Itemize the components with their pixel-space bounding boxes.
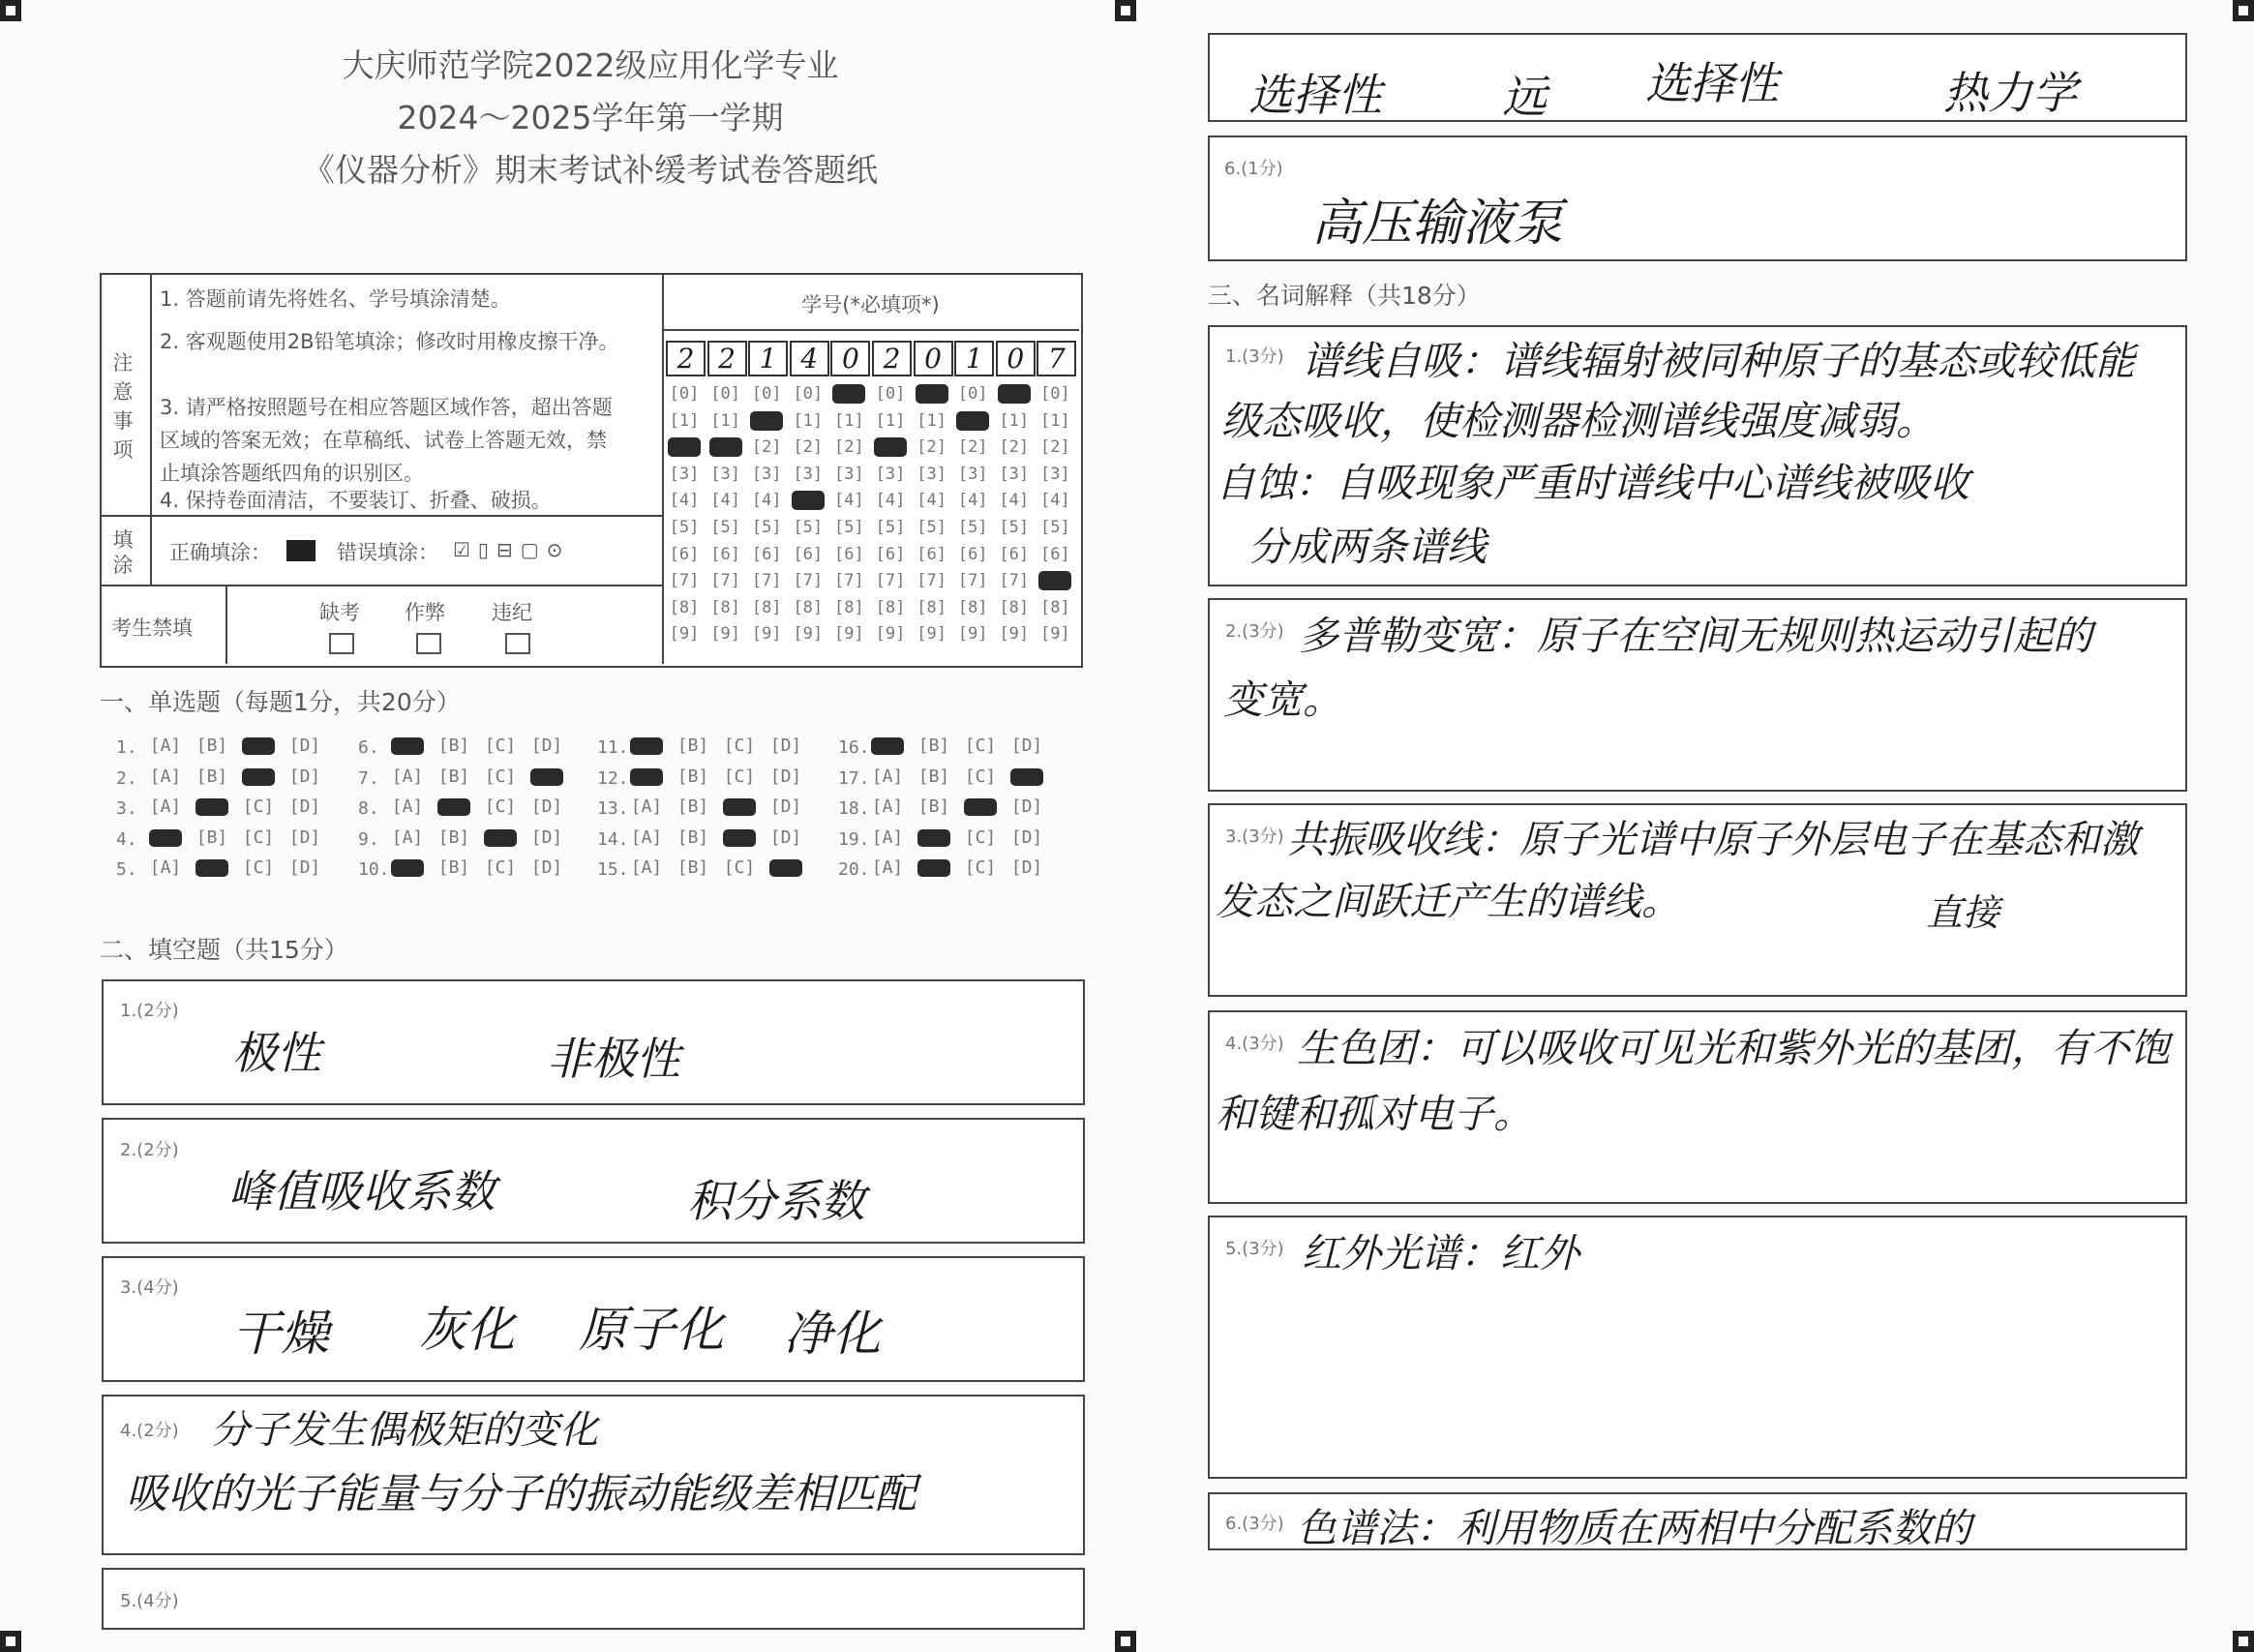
student-id-bubble[interactable]: [7] — [834, 571, 864, 591]
student-id-bubble[interactable]: [0] — [669, 384, 700, 404]
mcq-option-bubble[interactable]: [D] — [1010, 736, 1043, 756]
mcq-option-bubble[interactable] — [530, 768, 563, 786]
fill-q2-answer-2: 积分系数 — [687, 1175, 865, 1227]
student-id-bubble[interactable]: [8] — [793, 597, 824, 617]
absent-checkbox[interactable] — [329, 633, 354, 654]
header-line3: 《仪器分析》期末考试补缓考试卷答题纸 — [303, 151, 878, 189]
student-id-bubble[interactable] — [1038, 571, 1071, 590]
mcq-question-number: 5. — [116, 859, 137, 880]
mcq-question-number: 13. — [597, 798, 629, 819]
mcq-question-number: 7. — [358, 767, 379, 789]
student-id-bubble[interactable]: [8] — [669, 597, 700, 617]
student-id-bubble[interactable]: [4] — [751, 491, 782, 511]
student-id-bubble[interactable]: [7] — [793, 571, 824, 591]
mcq-option-bubble[interactable] — [630, 768, 663, 786]
right-q6-label: 6.(1分) — [1224, 159, 1283, 179]
student-id-bubble[interactable]: [6] — [1040, 544, 1070, 564]
fill-label: 填涂 — [112, 528, 134, 577]
student-id-bubble[interactable]: [1] — [834, 410, 864, 431]
mcq-option-bubble[interactable] — [723, 798, 756, 816]
student-id-bubble[interactable]: [6] — [917, 544, 947, 564]
student-id-bubble[interactable]: [6] — [751, 544, 782, 564]
student-id-bubble[interactable]: [8] — [875, 597, 906, 617]
mcq-option-bubble[interactable]: [A] — [871, 796, 904, 817]
student-id-bubble[interactable]: [4] — [957, 491, 988, 511]
student-id-bubble[interactable]: [9] — [875, 624, 906, 645]
forbid-cheat-label: 作弊 — [405, 601, 445, 624]
mcq-option-bubble[interactable]: [C] — [964, 736, 997, 756]
mcq-option-bubble[interactable]: [D] — [288, 736, 321, 756]
student-id-bubble[interactable]: [2] — [751, 437, 782, 458]
student-id-bubble[interactable]: [5] — [710, 518, 740, 537]
mcq-option-bubble[interactable]: [C] — [484, 796, 517, 817]
header-line1: 大庆师范学院2022级应用化学专业 — [342, 46, 839, 84]
student-id-bubble[interactable]: [7] — [669, 571, 700, 591]
mcq-option-bubble[interactable]: [D] — [769, 766, 802, 787]
mcq-option-bubble[interactable] — [964, 798, 997, 816]
student-id-digit: 1 — [748, 341, 788, 376]
mcq-option-bubble[interactable]: [A] — [149, 857, 182, 878]
mcq-option-bubble[interactable] — [242, 768, 275, 786]
mcq-question-number: 6. — [358, 737, 379, 758]
student-id-bubble[interactable] — [709, 437, 742, 457]
student-id-bubble[interactable]: [3] — [751, 464, 782, 484]
mcq-option-bubble[interactable]: [C] — [242, 857, 275, 878]
student-id-bubble[interactable]: [3] — [834, 464, 864, 484]
notice-item-1: 1. 答题前请先将姓名、学号填涂清楚。 — [160, 287, 511, 311]
fill-q1-answer-1: 极性 — [232, 1027, 321, 1079]
fill-q2-label: 2.(2分) — [120, 1140, 179, 1160]
mcq-option-bubble[interactable]: [D] — [769, 796, 802, 817]
student-id-bubble[interactable] — [668, 437, 701, 457]
mcq-option-bubble[interactable]: [A] — [149, 796, 182, 817]
mcq-option-bubble[interactable]: [A] — [630, 857, 663, 878]
mcq-question-number: 16. — [838, 737, 870, 758]
student-id-bubble[interactable]: [5] — [875, 518, 906, 537]
term-q1-line-1: 谱线自吸：谱线辐射被同种原子的基态或较低能 — [1302, 338, 2135, 384]
cheat-checkbox[interactable] — [416, 633, 441, 654]
student-id-bubble[interactable]: [3] — [999, 464, 1030, 484]
term-q6-line-1: 色谱法：利用物质在两相中分配系数的 — [1297, 1505, 1971, 1551]
student-id-bubble[interactable]: [4] — [669, 491, 700, 511]
mcq-option-bubble[interactable]: [A] — [871, 857, 904, 878]
student-id-bubble[interactable] — [916, 384, 948, 404]
section2-title: 二、填空题（共15分） — [100, 936, 348, 964]
term-q5-label: 5.(3分) — [1225, 1239, 1284, 1259]
term-q5-line-1: 红外光谱：红外 — [1302, 1230, 1579, 1277]
student-id-bubble[interactable]: [3] — [875, 464, 906, 484]
student-id-bubble[interactable]: [0] — [710, 384, 740, 404]
student-id-bubble[interactable]: [4] — [834, 491, 864, 511]
term-q1-label: 1.(3分) — [1225, 346, 1284, 367]
mcq-question-number: 9. — [358, 828, 379, 850]
student-id-bubble[interactable]: [8] — [1040, 597, 1070, 617]
term-q2-label: 2.(3分) — [1225, 621, 1284, 642]
mcq-option-bubble[interactable] — [195, 859, 228, 877]
mcq-option-bubble[interactable]: [D] — [530, 796, 563, 817]
student-id-bubble[interactable]: [9] — [751, 624, 782, 645]
student-id-bubble[interactable]: [6] — [875, 544, 906, 564]
student-id-bubble[interactable]: [9] — [793, 624, 824, 645]
student-id-bubble[interactable]: [9] — [834, 624, 864, 645]
mcq-question-number: 14. — [597, 828, 629, 850]
student-id-bubble[interactable]: [0] — [957, 384, 988, 404]
mcq-question-number: 20. — [838, 859, 870, 880]
mcq-option-bubble[interactable]: [D] — [288, 766, 321, 787]
mcq-option-bubble[interactable]: [B] — [195, 826, 228, 848]
student-id-bubble[interactable]: [1] — [1040, 410, 1070, 431]
mcq-option-bubble[interactable] — [769, 859, 802, 877]
student-id-bubble[interactable]: [6] — [793, 544, 824, 564]
student-id-bubble[interactable]: [4] — [1040, 491, 1070, 511]
registration-mark — [1115, 0, 1136, 21]
mcq-option-bubble[interactable] — [391, 859, 424, 877]
student-id-bubble[interactable]: [8] — [834, 597, 864, 617]
registration-mark — [0, 1631, 21, 1652]
student-id-bubble[interactable] — [998, 384, 1031, 404]
term-q6-label: 6.(3分) — [1225, 1514, 1284, 1534]
mcq-option-bubble[interactable]: [C] — [964, 826, 997, 848]
student-id-digit: 1 — [954, 341, 994, 376]
mcq-option-bubble[interactable]: [B] — [676, 766, 709, 787]
student-id-bubble[interactable]: [4] — [710, 491, 740, 511]
student-id-digit: 0 — [996, 341, 1036, 376]
mcq-option-bubble[interactable]: [D] — [769, 826, 802, 848]
student-id-bubble[interactable]: [5] — [793, 518, 824, 537]
student-id-bubble[interactable]: [3] — [793, 464, 824, 484]
mcq-option-bubble[interactable]: [C] — [242, 826, 275, 848]
mcq-option-bubble[interactable]: [D] — [288, 826, 321, 848]
term-q2-line-1: 多普勒变宽：原子在空间无规则热运动引起的 — [1299, 613, 2092, 659]
term-q1-line-3: 自蚀：自吸现象严重时谱线中心谱线被吸收 — [1216, 460, 1969, 506]
mcq-option-bubble[interactable]: [B] — [195, 736, 228, 756]
mcq-option-bubble[interactable]: [C] — [723, 857, 756, 878]
mcq-option-bubble[interactable]: [B] — [917, 766, 950, 787]
mcq-question-number: 3. — [116, 798, 137, 819]
term-q1-line-2: 级态吸收，使检测器检测谱线强度减弱。 — [1221, 398, 1936, 444]
student-id-bubble[interactable]: [0] — [751, 384, 782, 404]
student-id-bubble[interactable]: [4] — [917, 491, 947, 511]
student-id-bubble[interactable]: [6] — [999, 544, 1030, 564]
mcq-option-bubble[interactable]: [A] — [630, 796, 663, 817]
fill-q1-label: 1.(2分) — [120, 1001, 179, 1021]
student-id-bubble[interactable]: [7] — [957, 571, 988, 591]
student-id-bubble[interactable]: [0] — [875, 384, 906, 404]
student-id-bubble[interactable]: [1] — [793, 410, 824, 431]
student-id-bubble[interactable]: [5] — [917, 518, 947, 537]
student-id-bubble[interactable]: [6] — [669, 544, 700, 564]
mcq-option-bubble[interactable]: [B] — [676, 796, 709, 817]
mcq-option-bubble[interactable]: [A] — [391, 796, 424, 817]
student-id-bubble[interactable] — [956, 411, 989, 431]
student-id-bubble[interactable]: [2] — [834, 437, 864, 458]
term-q4-line-1: 生色团：可以吸收可见光和紫外光的基团，有不饱 — [1297, 1025, 2170, 1071]
right-top-answer-2: 远 — [1502, 71, 1547, 123]
fill-q2-answer-1: 峰值吸收系数 — [228, 1165, 496, 1217]
fill-q3-answer-4: 净化 — [784, 1306, 881, 1362]
student-id-bubble[interactable]: [3] — [710, 464, 740, 484]
student-id-digit: 4 — [790, 341, 829, 376]
mcq-option-bubble[interactable] — [917, 859, 950, 877]
mcq-option-bubble[interactable]: [D] — [769, 736, 802, 756]
student-id-bubble[interactable]: [9] — [710, 624, 740, 645]
term-q3-note: 直接 — [1926, 891, 2000, 934]
mcq-question-number: 17. — [838, 767, 870, 789]
mcq-question-number: 11. — [597, 737, 629, 758]
student-id-bubble[interactable]: [8] — [999, 597, 1030, 617]
mcq-option-bubble[interactable]: [D] — [288, 796, 321, 817]
fill-q5-box[interactable] — [102, 1568, 1085, 1630]
student-id-bubble[interactable]: [1] — [917, 410, 947, 431]
student-id-bubble[interactable]: [8] — [957, 597, 988, 617]
right-q6-answer: 高压输液泵 — [1311, 195, 1564, 253]
notice-item-4: 4. 保持卷面清洁，不要装订、折叠、破损。 — [160, 489, 552, 512]
student-id-digit: 0 — [830, 341, 870, 376]
header-line2: 2024～2025学年第一学期 — [397, 99, 784, 136]
mcq-option-bubble[interactable] — [630, 737, 663, 755]
mcq-option-bubble[interactable]: [C] — [484, 857, 517, 878]
student-id-bubble[interactable]: [2] — [793, 437, 824, 458]
term-q3-label: 3.(3分) — [1225, 826, 1284, 847]
mcq-option-bubble[interactable]: [A] — [630, 826, 663, 848]
mcq-option-bubble[interactable]: [D] — [1010, 826, 1043, 848]
student-id-bubble[interactable]: [4] — [875, 491, 906, 511]
mcq-option-bubble[interactable]: [B] — [676, 736, 709, 756]
term-q3-line-1: 共振吸收线：原子光谱中原子外层电子在基态和激 — [1287, 818, 2139, 862]
mcq-option-bubble[interactable]: [C] — [964, 857, 997, 878]
mcq-option-bubble[interactable]: [B] — [676, 826, 709, 848]
student-id-bubble[interactable] — [832, 384, 865, 404]
term-q4-label: 4.(3分) — [1225, 1034, 1284, 1054]
fill-q3-answer-3: 原子化 — [579, 1302, 724, 1358]
student-id-bubble[interactable]: [5] — [999, 518, 1030, 537]
mcq-option-bubble[interactable] — [871, 737, 904, 755]
student-id-bubble[interactable]: [7] — [751, 571, 782, 591]
student-id-bubble[interactable]: [7] — [999, 571, 1030, 591]
mcq-option-bubble[interactable]: [B] — [437, 857, 470, 878]
forbid-violate-label: 违纪 — [492, 601, 532, 624]
student-id-bubble[interactable]: [1] — [669, 410, 700, 431]
student-id-bubble[interactable]: [9] — [669, 624, 700, 645]
mcq-option-bubble[interactable]: [C] — [484, 766, 517, 787]
student-id-bubble[interactable]: [9] — [999, 624, 1030, 645]
mcq-option-bubble[interactable]: [D] — [1010, 796, 1043, 817]
student-id-bubble[interactable]: [2] — [917, 437, 947, 458]
student-id-bubble[interactable] — [792, 491, 825, 510]
mcq-question-number: 10. — [358, 859, 390, 880]
fill-q4-label: 4.(2分) — [120, 1421, 179, 1441]
student-id-bubble[interactable]: [1] — [710, 410, 740, 431]
fill-q1-answer-2: 非极性 — [547, 1033, 680, 1085]
student-id-bubble[interactable]: [3] — [917, 464, 947, 484]
mcq-option-bubble[interactable] — [917, 829, 950, 847]
mcq-option-bubble[interactable]: [A] — [391, 826, 424, 848]
mcq-question-number: 19. — [838, 828, 870, 850]
student-id-bubble[interactable]: [5] — [957, 518, 988, 537]
notice-item-3: 3. 请严格按照题号在相应答题区域作答，超出答题区域的答案无效；在草稿纸、试卷上答题无效，禁止填涂答题纸四角的识别区。 — [160, 396, 613, 485]
mcq-question-number: 2. — [116, 767, 137, 789]
student-id-bubble[interactable]: [3] — [1040, 464, 1070, 484]
student-id-bubble[interactable] — [874, 437, 907, 457]
mcq-option-bubble[interactable]: [B] — [917, 796, 950, 817]
student-id-bubble[interactable] — [750, 411, 783, 431]
right-top-answer-1: 选择性 — [1248, 69, 1382, 121]
student-id-bubble[interactable]: [6] — [710, 544, 740, 564]
student-id-digit: 2 — [666, 341, 706, 376]
mcq-option-bubble[interactable] — [437, 798, 470, 816]
term-q1-line-4: 分成两条谱线 — [1248, 524, 1487, 570]
student-id-digit: 2 — [707, 341, 747, 376]
mcq-question-number: 4. — [116, 828, 137, 850]
student-id-bubble[interactable]: [7] — [917, 571, 947, 591]
student-id-bubble[interactable]: [4] — [999, 491, 1030, 511]
student-id-bubble[interactable]: [1] — [875, 410, 906, 431]
mcq-option-bubble[interactable]: [B] — [437, 736, 470, 756]
mcq-option-bubble[interactable]: [B] — [917, 736, 950, 756]
student-id-bubble[interactable]: [8] — [710, 597, 740, 617]
student-id-digit: 0 — [914, 341, 953, 376]
mcq-option-bubble[interactable]: [C] — [484, 736, 517, 756]
notice-item-2: 2. 客观题使用2B铅笔填涂；修改时用橡皮擦干净。 — [160, 330, 619, 353]
forbid-label: 考生禁填 — [111, 616, 193, 640]
mcq-option-bubble[interactable]: [A] — [871, 766, 904, 787]
term-q3-line-2: 发态之间跃迁产生的谱线。 — [1216, 880, 1680, 924]
student-id-bubble[interactable]: [5] — [669, 518, 700, 537]
term-q4-line-2: 和键和孤对电子。 — [1216, 1091, 1533, 1137]
student-id-bubble[interactable]: [9] — [917, 624, 947, 645]
fill-q3-answer-2: 灰化 — [418, 1302, 515, 1358]
fill-q4-answer-2: 吸收的光子能量与分子的振动能级差相匹配 — [126, 1470, 917, 1518]
student-id-title: 学号(*必填项*) — [801, 293, 940, 316]
mcq-option-bubble[interactable]: [D] — [530, 736, 563, 756]
student-id-bubble[interactable]: [3] — [669, 464, 700, 484]
mcq-option-bubble[interactable] — [723, 829, 756, 847]
mcq-question-number: 15. — [597, 859, 629, 880]
mcq-option-bubble[interactable]: [A] — [391, 766, 424, 787]
registration-mark — [2233, 0, 2254, 21]
student-id-bubble[interactable]: [7] — [875, 571, 906, 591]
mcq-option-bubble[interactable]: [D] — [288, 857, 321, 878]
student-id-bubble[interactable]: [5] — [1040, 518, 1070, 537]
mcq-question-number: 1. — [116, 737, 137, 758]
fill-q3-answer-1: 干燥 — [232, 1306, 329, 1362]
student-id-bubble[interactable]: [1] — [999, 410, 1030, 431]
student-id-digit: 7 — [1037, 341, 1076, 376]
mcq-option-bubble[interactable] — [484, 829, 517, 847]
right-top-answer-4: 热力学 — [1943, 67, 2077, 119]
mcq-option-bubble[interactable]: [D] — [530, 857, 563, 878]
student-id-bubble[interactable]: [6] — [834, 544, 864, 564]
student-id-bubble[interactable]: [2] — [957, 437, 988, 458]
student-id-bubble[interactable]: [2] — [1040, 437, 1070, 458]
student-id-bubble[interactable]: [5] — [751, 518, 782, 537]
registration-mark — [0, 0, 21, 21]
fill-q4-answer-1: 分子发生偶极矩的变化 — [211, 1408, 598, 1453]
mcq-option-bubble[interactable]: [A] — [149, 766, 182, 787]
mcq-option-bubble[interactable]: [B] — [437, 826, 470, 848]
mcq-option-bubble[interactable]: [D] — [1010, 857, 1043, 878]
student-id-bubble[interactable]: [3] — [957, 464, 988, 484]
student-id-bubble[interactable]: [5] — [834, 518, 864, 537]
student-id-bubble[interactable]: [8] — [751, 597, 782, 617]
registration-mark — [1115, 1631, 1136, 1652]
student-id-digit: 2 — [872, 341, 912, 376]
forbid-absent-label: 缺考 — [319, 601, 360, 624]
mcq-option-bubble[interactable] — [149, 829, 182, 847]
mcq-question-number: 8. — [358, 798, 379, 819]
fill-q3-label: 3.(4分) — [120, 1277, 179, 1298]
violate-checkbox[interactable] — [505, 633, 530, 654]
student-id-bubble[interactable]: [0] — [793, 384, 824, 404]
registration-mark — [2233, 1631, 2254, 1652]
mcq-question-number: 18. — [838, 798, 870, 819]
mcq-option-bubble[interactable]: [C] — [723, 736, 756, 756]
notice-side-label: 注意事项 — [112, 351, 134, 462]
mcq-option-bubble[interactable]: [A] — [871, 826, 904, 848]
student-id-bubble[interactable]: [7] — [710, 571, 740, 591]
mcq-option-bubble[interactable]: [A] — [149, 736, 182, 756]
mcq-option-bubble[interactable] — [195, 798, 228, 816]
correct-fill-example — [286, 540, 316, 561]
mcq-option-bubble[interactable]: [B] — [676, 857, 709, 878]
mcq-option-bubble[interactable]: [B] — [437, 766, 470, 787]
correct-fill-label: 正确填涂： — [169, 541, 271, 564]
mcq-option-bubble[interactable] — [1010, 768, 1043, 786]
student-id-bubble[interactable]: [9] — [957, 624, 988, 645]
student-id-bubble[interactable]: [8] — [917, 597, 947, 617]
mcq-option-bubble[interactable]: [C] — [723, 766, 756, 787]
student-id-bubble[interactable]: [9] — [1040, 624, 1070, 645]
mcq-option-bubble[interactable]: [C] — [964, 766, 997, 787]
mcq-option-bubble[interactable]: [C] — [242, 796, 275, 817]
right-top-answer-3: 选择性 — [1645, 57, 1779, 109]
student-id-bubble[interactable]: [2] — [999, 437, 1030, 458]
term-q2-line-2: 变宽。 — [1223, 676, 1342, 723]
section3-title: 三、名词解释（共18分） — [1208, 282, 1481, 310]
student-id-bubble[interactable]: [6] — [957, 544, 988, 564]
mcq-option-bubble[interactable]: [D] — [530, 826, 563, 848]
mcq-option-bubble[interactable] — [391, 737, 424, 755]
fill-q5-label: 5.(4分) — [120, 1591, 179, 1611]
mcq-option-bubble[interactable] — [242, 737, 275, 755]
mcq-question-number: 12. — [597, 767, 629, 789]
section1-title: 一、单选题（每题1分，共20分） — [100, 688, 461, 716]
student-id-bubble[interactable]: [0] — [1040, 384, 1070, 404]
wrong-fill-label: 错误填涂： — [337, 541, 438, 564]
mcq-option-bubble[interactable]: [B] — [195, 766, 228, 787]
wrong-fill-examples: ☑▯⊟▢⊙ — [453, 538, 571, 561]
